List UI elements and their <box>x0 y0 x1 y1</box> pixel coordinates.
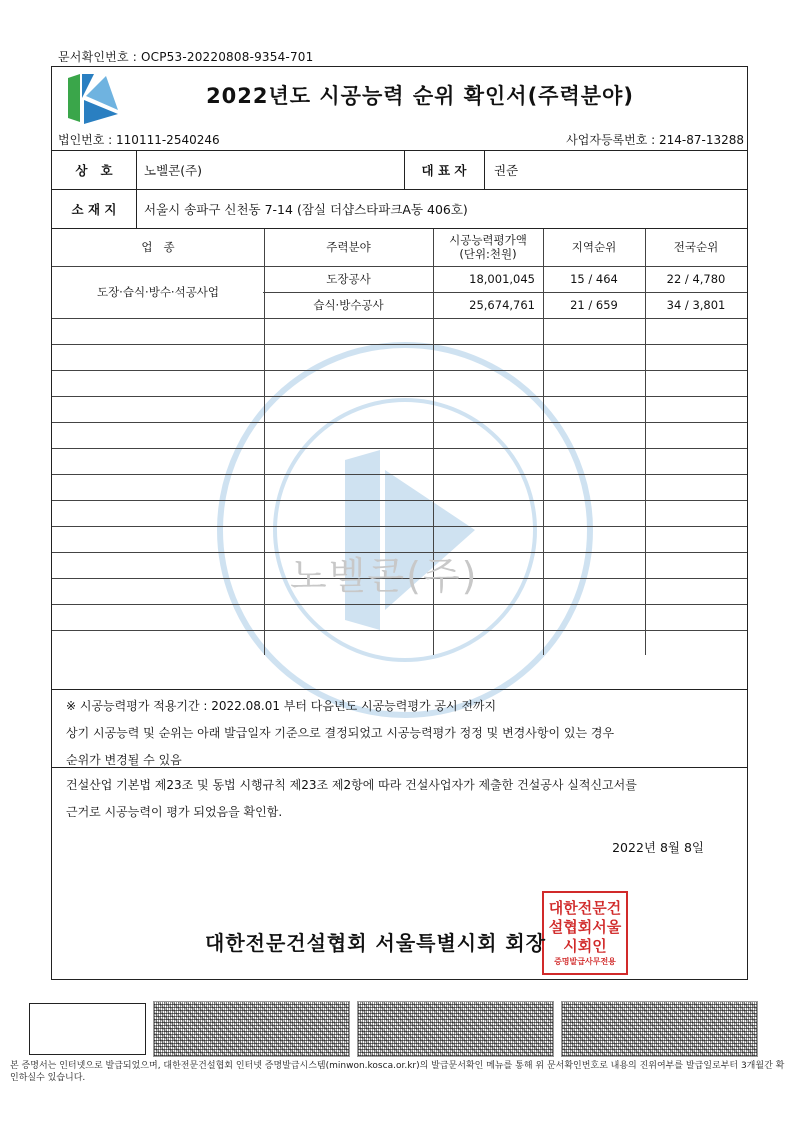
address-value: 서울시 송파구 신천동 7-14 (잠실 더샵스타파크A동 406호) <box>144 202 468 217</box>
page-title: 2022년도 시공능력 순위 확인서(주력분야) <box>206 84 634 108</box>
header-evaluation-amount: 시공능력평가액 (단위:천원) <box>449 232 527 261</box>
confirmation-statement <box>66 772 637 826</box>
representative-label: 대 표 자 <box>421 163 467 178</box>
address-row <box>52 189 747 228</box>
seal-caption: 증명발급사무전용 <box>554 957 616 966</box>
verification-barcode-3 <box>561 1001 758 1057</box>
blank-box <box>29 1003 146 1055</box>
row1-national-rank: 22 / 4,780 <box>666 272 726 286</box>
confirmation-line-1: 건설산업 기본법 제23조 및 동법 시행규칙 제23조 제2항에 따라 건설사업자가 제출한 건설공사 실적신고서를 <box>66 778 637 792</box>
official-seal-stamp <box>542 891 628 975</box>
document-confirmation-number: 문서확인번호 : OCP53-20220808-9354-701 <box>58 50 314 64</box>
row1-regional-rank: 15 / 464 <box>570 272 618 286</box>
validity-notes <box>66 693 614 774</box>
confirmation-line-2: 근거로 시공능력이 평가 되었음을 확인함. <box>66 805 283 819</box>
verification-barcode-2 <box>357 1001 554 1057</box>
row2-regional-rank: 21 / 659 <box>570 298 618 312</box>
row2-field: 습식·방수공사 <box>313 298 384 312</box>
header-national-rank: 전국순위 <box>673 239 719 254</box>
seal-line-1: 대한전문건 <box>548 899 622 917</box>
corporate-registration-number: 법인번호 : 110111-2540246 <box>58 133 220 147</box>
issue-date: 2022년 8월 8일 <box>612 840 704 855</box>
row2-national-rank: 34 / 3,801 <box>666 298 726 312</box>
seal-line-2: 설협회서울 <box>548 918 622 936</box>
note-line-3: 순위가 변경될 수 있음 <box>66 753 182 767</box>
company-name-row <box>52 150 747 189</box>
company-name-label: 상 호 <box>75 163 113 178</box>
kosca-logo-icon <box>64 70 122 126</box>
header-main-field: 주력분야 <box>326 239 371 254</box>
footer-notice: 본 증명서는 인터넷으로 발급되었으며, 대한전문건설협회 인터넷 증명발급시스템(minwon.kosca.or.kr)의 발급문서확인 메뉴를 통해 위 문서확인번호로 내용의 진위여부를 발급일로부터 3개월간 확인하실수 있습니다. <box>10 1061 785 1083</box>
note-line-2: 상기 시공능력 및 순위는 아래 발급일자 기준으로 결정되었고 시공능력평가 정정 및 변경사항이 있는 경우 <box>66 726 615 740</box>
address-label: 소 재 지 <box>71 202 117 217</box>
divider <box>52 767 747 768</box>
row1-field: 도장공사 <box>326 272 371 286</box>
divider <box>52 689 747 690</box>
header-regional-rank: 지역순위 <box>571 239 617 254</box>
row2-amount: 25,674,761 <box>469 298 535 312</box>
business-registration-number: 사업자등록번호 : 214-87-13288 <box>566 133 744 147</box>
representative-value: 권준 <box>494 163 519 178</box>
note-line-1: ※ 시공능력평가 적용기간 : 2022.08.01 부터 다음년도 시공능력평가 공시 전까지 <box>66 699 497 713</box>
seal-line-3: 시회인 <box>563 937 607 955</box>
header-industry: 업 종 <box>141 239 175 254</box>
verification-barcode-1 <box>153 1001 350 1057</box>
row1-amount: 18,001,045 <box>469 272 535 286</box>
issuer-name: 대한전문건설협회 서울특별시회 회장 <box>205 931 547 955</box>
company-name-watermark: 노벨콘(주) <box>290 554 479 598</box>
industry-category: 도장·습식·방수·석공사업 <box>96 285 220 299</box>
company-name-value: 노벨콘(주) <box>144 163 203 178</box>
